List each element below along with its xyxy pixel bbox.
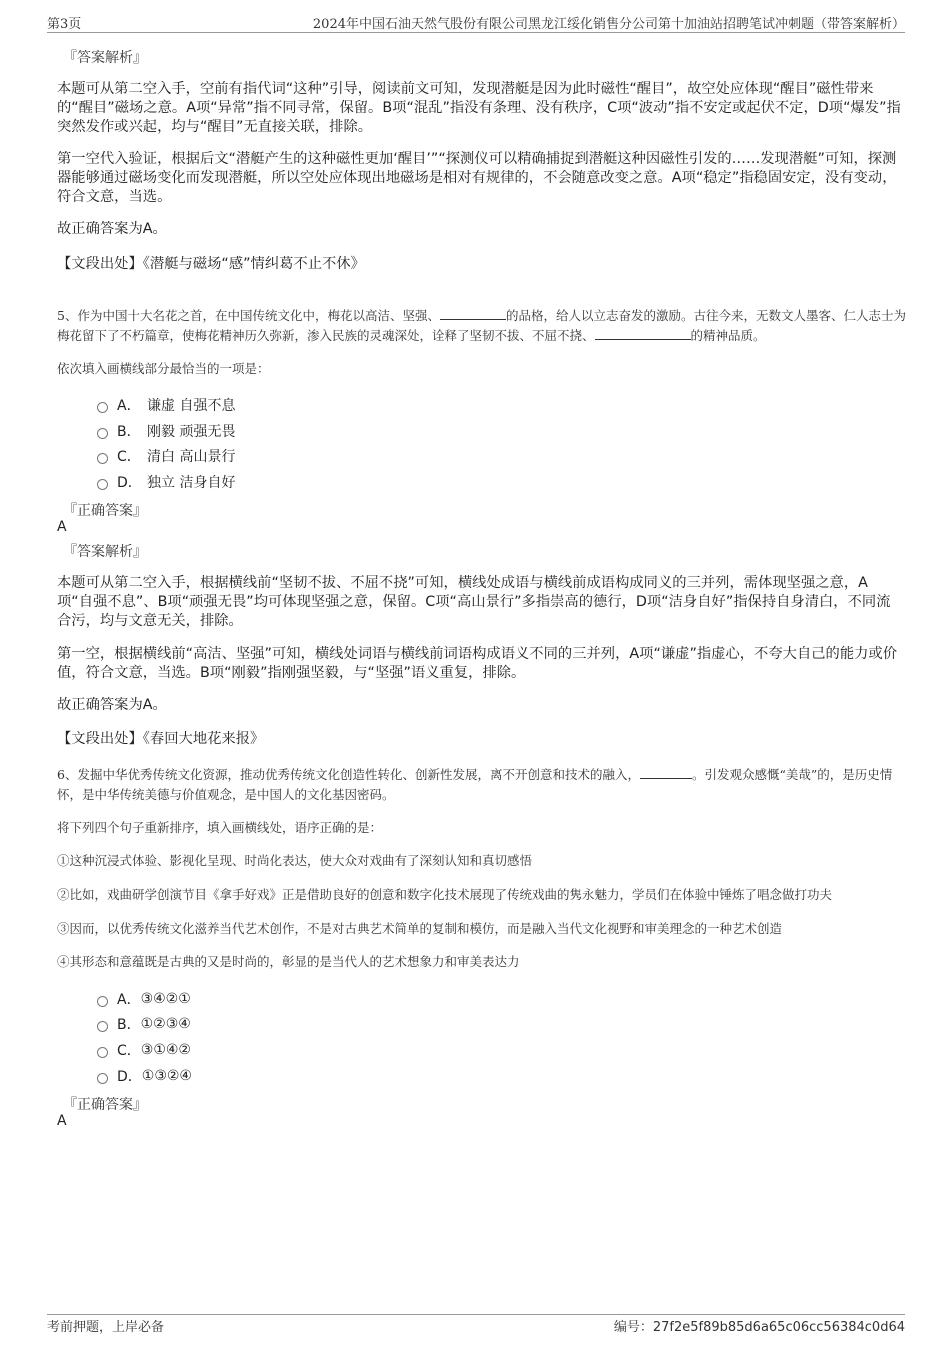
q6-stem-part-1: 6、发掘中华优秀传统文化资源，推动优秀传统文化创造性转化、创新性发展，离不开创意和技术的融入， — [57, 767, 640, 782]
footer-slogan: 考前押题，上岸必备 — [47, 1320, 165, 1335]
q5-option-a[interactable]: A． 谦虚 自强不息 — [97, 395, 235, 415]
radio-icon[interactable] — [97, 1021, 108, 1032]
document-code: 编号：27f2e5f89b85d6a65c06cc56384c0d64 — [613, 1320, 905, 1335]
q5-answer: A — [57, 519, 67, 535]
q6-sentence-1: ①这种沉浸式体验、影视化呈现、时尚化表达，使大众对戏曲有了深刻认知和真切感悟 — [57, 853, 533, 868]
q5-option-b[interactable]: B． 刚毅 顽强无畏 — [97, 421, 235, 441]
page-number: 第3页 — [47, 17, 82, 32]
q6-stem — [57, 765, 907, 805]
q6-blank — [640, 765, 692, 779]
q6-prompt: 将下列四个句子重新排序，填入画横线处，语序正确的是： — [57, 820, 383, 835]
page-header — [47, 13, 905, 33]
q4-analysis-paragraph-1: 本题可从第二空入手，空前有指代词“这种”引导，阅读前文可知，发现潜艇是因为此时磁性“醒目”，故空处应体现“醒目”磁性带来的“醒目”磁场之意。A项“异常”指不同寻常，保留。B项“混乱”指没有条理、没有秩序，C项“波动”指不安定或起伏不定，D项“爆发”指突然发作或兴起，均与“醒目”无直接关联，排除。 — [57, 81, 901, 135]
q5-analysis-paragraph-2: 第一空，根据横线前“高洁、坚强”可知，横线处词语与横线前词语构成语义不同的三并列，A项“谦虚”指虚心，不夸大自己的能力或价值，符合文意，当选。B项“刚毅”指刚强坚毅，与“坚强”语义重复，排除。 — [57, 646, 898, 681]
q5-conclusion: 故正确答案为A。 — [57, 697, 167, 713]
radio-icon[interactable] — [97, 402, 108, 413]
q6-option-b[interactable]: B． ①②③④ — [97, 1014, 191, 1034]
q4-conclusion: 故正确答案为A。 — [57, 221, 167, 237]
radio-icon[interactable] — [97, 996, 108, 1007]
radio-icon[interactable] — [97, 428, 108, 439]
q5-analysis-paragraph-1: 本题可从第二空入手，根据横线前“坚韧不拔、不屈不挠”可知，横线处成语与横线前成语构成同义的三并列，需体现坚强之意，A项“自强不息”、B项“顽强无畏”均可体现坚强之意，保留。C项“高山景行”多指崇高的德行，D项“洁身自好”指保持自身清白，不同流合污，均与文意无关，排除。 — [57, 575, 891, 629]
q6-stem-part-2: 。引发观众感慨“美哉”的，是历史情怀，是中华传统美德与价值观念，是中国人的文化基因密码。 — [57, 767, 893, 802]
q5-analysis-label: 『答案解析』 — [63, 544, 147, 560]
q5-stem-part-2: 的品格，给人以立志奋发的激励。古往今来，无数文人墨客、仁人志士为梅花留下了不朽篇章，使梅花精神历久弥新，渗入民族的灵魂深处，诠释了坚韧不拔、不屈不挠、 — [57, 308, 906, 343]
document-title: 2024年中国石油天然气股份有限公司黑龙江绥化销售分公司第十加油站招聘笔试冲刺题（带答案解析） — [312, 17, 905, 32]
q6-option-d[interactable]: D． ①③②④ — [97, 1066, 192, 1086]
radio-icon[interactable] — [97, 479, 108, 490]
q4-analysis-paragraph-2: 第一空代入验证，根据后文“潜艇产生的这种磁性更加‘醒目’”“探测仪可以精确捕捉到潜艇这种因磁性引发的……发现潜艇”可知，探测器能够通过磁场变化而发现潜艇，所以空处应体现出地磁场是相对有规律的，不会随意改变之意。A项“稳定”指稳固安定，没有变动，符合文意，当选。 — [57, 151, 897, 205]
q6-answer-label: 『正确答案』 — [63, 1097, 147, 1113]
q6-answer: A — [57, 1113, 67, 1129]
q5-source: 【文段出处】《春回大地花来报》 — [57, 731, 265, 747]
q6-sentence-4: ④其形态和意蕴既是古典的又是时尚的，彰显的是当代人的艺术想象力和审美表达力 — [57, 954, 520, 969]
radio-icon[interactable] — [97, 1073, 108, 1084]
q5-blank-2 — [595, 326, 691, 340]
q5-stem — [57, 306, 907, 346]
radio-icon[interactable] — [97, 453, 108, 464]
q5-answer-label: 『正确答案』 — [63, 503, 147, 519]
radio-icon[interactable] — [97, 1047, 108, 1058]
q6-sentence-3: ③因而，以优秀传统文化滋养当代艺术创作，不是对古典艺术简单的复制和模仿，而是融入当代文化视野和审美理念的一种艺术创造 — [57, 921, 783, 936]
q4-source: 【文段出处】《潜艇与磁场“感”情纠葛不止不休》 — [57, 256, 365, 272]
q5-stem-part-3: 的精神品质。 — [690, 328, 766, 343]
q5-option-c[interactable]: C． 清白 高山景行 — [97, 446, 235, 466]
page-footer — [47, 1314, 905, 1333]
q5-stem-part-1: 5、作为中国十大名花之首，在中国传统文化中，梅花以高洁、坚强、 — [57, 308, 440, 323]
q5-option-d[interactable]: D． 独立 洁身自好 — [97, 472, 235, 492]
q5-blank-1 — [440, 306, 506, 320]
q6-sentence-2: ②比如，戏曲研学创演节目《拿手好戏》正是借助良好的创意和数字化技术展现了传统戏曲的隽永魅力，学员们在体验中锤炼了唱念做打功夫 — [57, 887, 833, 902]
q4-analysis-label: 『答案解析』 — [63, 50, 147, 66]
q6-option-c[interactable]: C． ③①④② — [97, 1040, 191, 1060]
q5-prompt: 依次填入画横线部分最恰当的一项是： — [57, 361, 270, 376]
q6-option-a[interactable]: A． ③④②① — [97, 989, 191, 1009]
